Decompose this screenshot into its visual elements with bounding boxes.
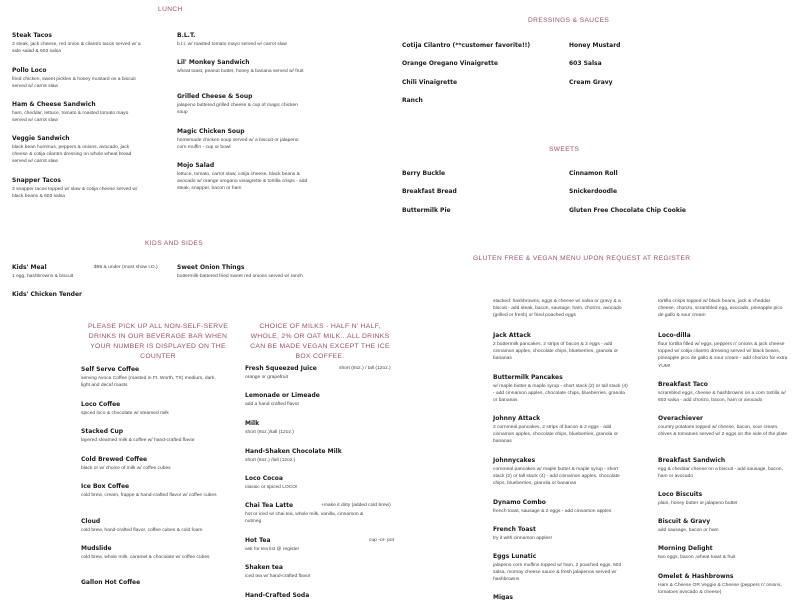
section-title-sweets: SWEETS bbox=[549, 146, 580, 153]
dressing-item: Chili Vinaigrette bbox=[402, 79, 458, 86]
menu-item: Kids' Meal 1 egg, hashbrowns & biscuit bbox=[12, 264, 74, 279]
menu-item: Breakfast Taco scrambled eggs, cheese & hashbrowns on a corn tortilla w/ 603 salsa - add chorizo, bacon, ham or avocado bbox=[658, 381, 786, 404]
menu-item: Mudslide cold brew, whole milk, caramel & chocolate w/ coffee cubes bbox=[81, 545, 210, 560]
menu-item: Hand-Shaken Chocolate Milk short (8oz.) /tall (12oz.) bbox=[245, 448, 342, 463]
menu-item: Loco Cocoa classic or spiced LOCO! bbox=[245, 475, 298, 490]
dressing-item: Honey Mustard bbox=[569, 42, 621, 49]
menu-item: Mojo Salad lettuce, tomato, carrot slaw, cotija cheese, black beans & avocado w/ orange oregano vinaigrette & tortilla crisps - add steak, snapper, bacon or ham bbox=[177, 162, 308, 192]
dressing-item: 603 Salsa bbox=[569, 60, 602, 67]
gluten-free-notice: GLUTEN FREE & VEGAN MENU UPON REQUEST AT REGISTER bbox=[473, 255, 691, 262]
dressing-item: Cream Gravy bbox=[569, 79, 613, 86]
menu-item: B.L.T. b.l.t. w/ roasted tomato mayo served w/ carrot slaw bbox=[177, 32, 288, 47]
menu-item: Magic Chicken Soup homemade chicken soup served w/ a biscuit or jalapeno corn muffin - cup or bowl bbox=[177, 128, 299, 151]
menu-item: Ice Box Coffee cold brew, cream, frappe & hand-crafted flavor w/ coffee cubes bbox=[81, 483, 217, 498]
menu-item: Omelet & Hashbrowns Ham & Cheese OR Veggie & Cheese (peppers n' onions, tomatoes avocado & cheese) bbox=[658, 573, 782, 596]
menu-item: Loco Coffee spiced loco & chocolate w/ steamed milk bbox=[81, 401, 169, 416]
menu-item: Chai Tea Latte hot or iced w/ chai tea, whole milk, vanilla, cinnamon & nutmeg bbox=[245, 502, 364, 525]
sweet-item: Breakfast Bread bbox=[402, 188, 457, 195]
menu-item: Dynamo Combo french toast, sausage & 2 eggs - add cinnamon apples bbox=[493, 499, 612, 514]
drinks-pickup-notice: PLEASE PICK UP ALL NON-SELF-SERVE DRINKS IN OUR BEVERAGE BAR WHEN YOUR NUMBER IS DISPLAYED ON THE COUNTER bbox=[87, 323, 229, 360]
menu-item: Biscuit & Gravy add sausage, bacon or ham bbox=[658, 518, 719, 533]
sweet-item: Buttermilk Pie bbox=[402, 207, 451, 214]
menu-item: Shaken tea iced tea w/ hand-crafted flavor bbox=[245, 564, 311, 579]
menu-item: Loco Biscuits plain, honey butter or jalapeno butter bbox=[658, 491, 738, 506]
menu-item: Fresh Squeezed Juice orange or grapefruit bbox=[245, 365, 317, 380]
menu-item: Sweet Onion Things buttermilk-battered fried sweet red onions served w/ ranch bbox=[177, 264, 303, 279]
sweet-item: Gluten Free Chocolate Chip Cookie bbox=[569, 207, 686, 214]
sweet-item: Snickerdoodle bbox=[569, 188, 618, 195]
menu-item: Gallon Hot Coffee bbox=[81, 579, 141, 586]
menu-item: Ham & Cheese Sandwich ham, cheddar, lettuce, tomato & roasted tomato mayo served w/ carrot slaw bbox=[12, 101, 129, 124]
menu-item: Milk short (8oz.)/tall (12oz.) bbox=[245, 420, 294, 435]
price-note: $95 & under (must show I.D.) bbox=[94, 265, 158, 270]
menu-item: Morning Delight two eggs, bacon ,wheat toast & fruit bbox=[658, 545, 736, 560]
menu-item-partial: tortilla crisps topped w/ black beans, jack & cheddar cheese, chorizo, scrambled egg, avocado, pineapple pico de gallo & sour cream bbox=[658, 299, 783, 319]
serving-note: cup -or- pot bbox=[369, 538, 395, 543]
menu-item: Breakfast Sandwich egg & cheddar cheese on a biscuit - add sausage, bacon, ham or avocado bbox=[658, 457, 783, 480]
dressing-item: Orange Oregano Vinaigrette bbox=[402, 60, 498, 67]
menu-item: Veggie Sandwich black bean hummus, peppers & onions, avocado, jack cheese & cotija cilantro dressing on whole wheat bread served w/ carrot slaw bbox=[12, 135, 132, 165]
menu-item: Kids' Chicken Tender bbox=[12, 291, 83, 298]
menu-item: Migas bbox=[493, 594, 513, 600]
menu-item: Hand-Crafted Soda bbox=[245, 592, 310, 599]
menu-item: Snapper Tacos 3 snapper tacos topped w/ slaw & cotija cheese served w/ black beans & 603 salsa bbox=[12, 177, 138, 200]
menu-item: Jack Attack 2 buttermilk pancakes, 2 strips of bacon & 2 eggs - add cinnamon apples, chocolate chips, blueberries, granola or bananas bbox=[493, 332, 619, 362]
menu-item: Cold Brewed Coffee black or w/ choice of milk w/ coffee cubes bbox=[81, 456, 171, 471]
menu-item: Overachiever country potatoes topped w/ cheese, bacon, sour cream, chives & tomatoes served w/ 2 eggs on the side of the plate bbox=[658, 415, 788, 438]
menu-item: Self Serve Coffee serving Avoca Coffee (roasted in Ft. Worth, TX) medium, dark, light and decaf roasts bbox=[81, 366, 216, 389]
milk-choice-notice: CHOICE OF MILKS - HALF N' HALF, WHOLE, 2% OR OAT MILK...ALL DRINKS CAN BE MADE VEGAN EXCEPT THE ICE BOX COFFEE. bbox=[250, 323, 390, 360]
menu-item: Eggs Lunatic jalapeno corn muffins topped w/ ham, 2 poached eggs, 603 salsa, mornay cheese sauce & fresh jalapenos served w/ hashbrowns bbox=[493, 553, 622, 583]
menu-item: Grilled Cheese & Soup jalapeno buttered grilled cheese & cup of magic chicken soup bbox=[177, 93, 298, 116]
dressing-item: Cotija Cilantro (**customer favorite!!) bbox=[402, 42, 531, 49]
menu-item: Johnny Attack 2 cornmeal pancakes, 2 strips of bacon & 2 eggs - add cinnamon apples, chocolate chips, blueberries, granola or bananas bbox=[493, 415, 619, 445]
section-title-dressings: DRESSINGS & SAUCES bbox=[528, 17, 610, 24]
menu-item: Hot Tea ask for tea list @ register bbox=[245, 537, 300, 552]
menu-item: Steak Tacos 3 steak, jack cheese, red onion & cilantro tacos served w/ a side salad & 603 salsa bbox=[12, 32, 141, 55]
addon-note: +make it dirty (added cold brew) bbox=[321, 503, 391, 508]
menu-item-partial: stacked: hashbrowns, eggs & cheese w/ salsa or gravy & a biscuit - add steak, bacon, sausage, ham, chorizo, avocado (grilled or fresh) or fried poached eggs bbox=[493, 299, 622, 319]
menu-item: Buttermilk Pancakes w/ maple butter & maple syrup - short stack (2) or tall stack (4) - add cinnamon apples, chocolate chips, blueberries, granola or bananas bbox=[493, 374, 628, 404]
section-title-lunch: LUNCH bbox=[158, 6, 183, 13]
dressing-item: Ranch bbox=[402, 97, 423, 104]
menu-item: Cloud cold brew, hand-crafted flavor, coffee cubes & cold foam bbox=[81, 518, 203, 533]
menu-item: Pollo Loco fried chicken, sweet pickles & honey mustard on a biscuit served w/ carrot slaw bbox=[12, 67, 136, 90]
menu-item: Loco-dilla flour tortilla filled w/ eggs, peppers n' onions & jack cheese topped w/ cotija cilantro dressing served w/ black beans, pineapple pico de gallo & sour cream - add chorizo for extra YUM! bbox=[658, 332, 788, 369]
menu-item: Johnnycakes cornmeal pancakes w/ maple butter & maple syrup - short stack (2) or tall stack (4) - add cinnamon apples, chocolate chips, blueberries, granola or bananas bbox=[493, 457, 620, 487]
menu-item: Lemonade or Limeade add a hand crafted flavor bbox=[245, 392, 320, 407]
menu-item: Lil' Monkey Sandwich wheat toast, peanut butter, honey & banana served w/ fruit bbox=[177, 59, 304, 74]
sweet-item: Cinnamon Roll bbox=[569, 170, 618, 177]
section-title-kids: KIDS AND SIDES bbox=[145, 240, 203, 247]
menu-item: French Toast try it with cinnamon apples! bbox=[493, 526, 552, 541]
size-note: short (8oz.) / tall (12oz.) bbox=[339, 366, 391, 371]
sweet-item: Berry Buckle bbox=[402, 170, 446, 177]
menu-item: Stacked Cup layered steamed milk & coffee w/ hand-crafted flavor bbox=[81, 428, 195, 443]
